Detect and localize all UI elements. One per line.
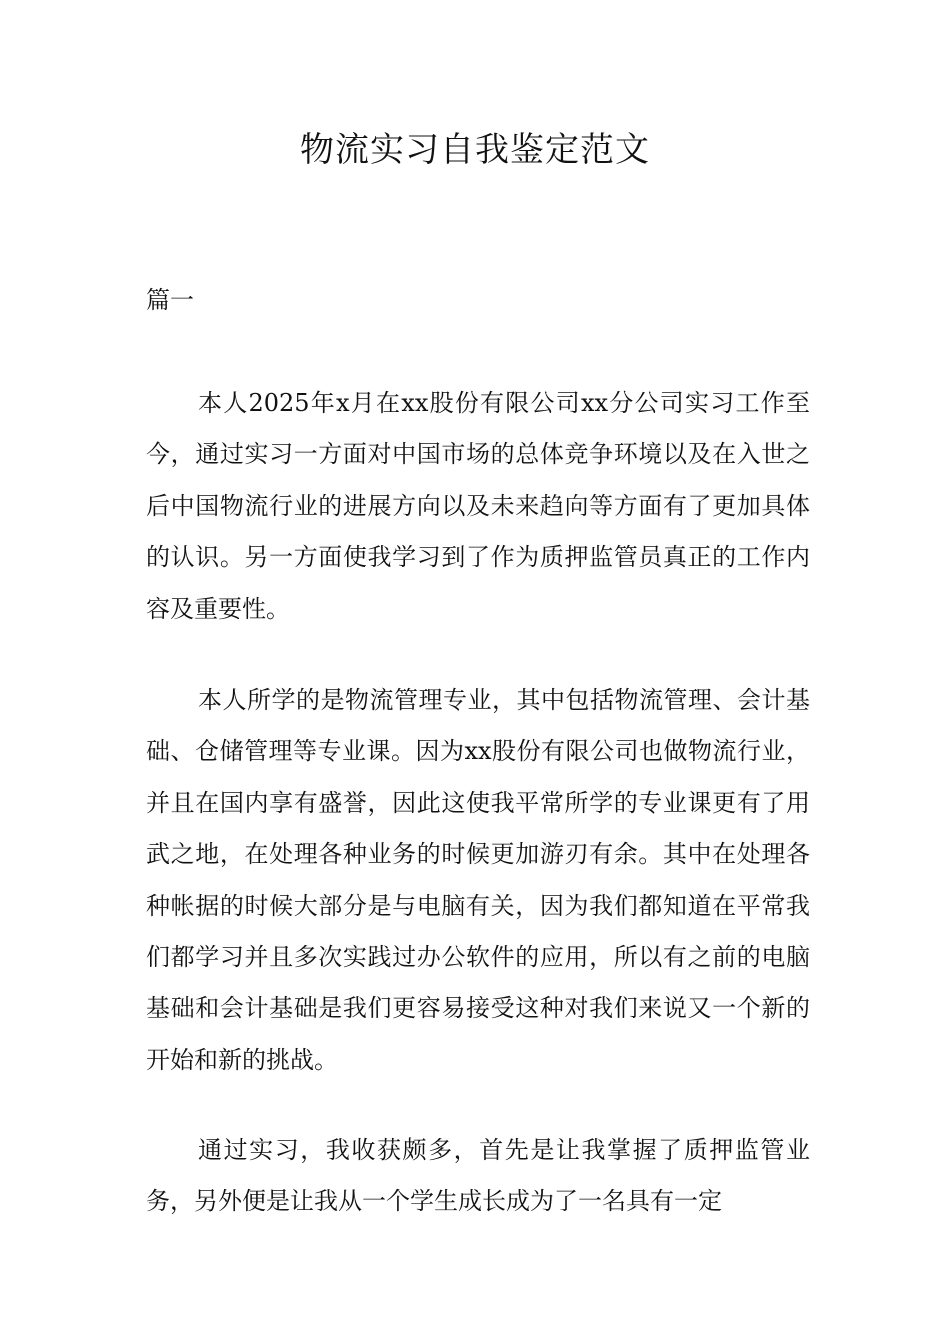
paragraph-1: 本人2025年x月在xx股份有限公司xx分公司实习工作至今，通过实习一方面对中国市场的总体竞争环境以及在入世之后中国物流行业的进展方向以及未来趋向等方面有了更加具体的认识。另一方面使我学习到了作为质押监管员真正的工作内容及重要性。 <box>146 389 810 623</box>
paragraph-3: 通过实习，我收获颇多，首先是让我掌握了质押监管业务，另外便是让我从一个学生成长成为了一名具有一定 <box>146 1136 810 1216</box>
paragraph-2: 本人所学的是物流管理专业，其中包括物流管理、会计基础、仓储管理等专业课。因为xx股份有限公司也做物流行业，并且在国内享有盛誉，因此这使我平常所学的专业课更有了用武之地，在处理各种业务的时候更加游刃有余。其中在处理各种帐据的时候大部分是与电脑有关，因为我们都知道在平常我们都学习并且多次实践过办公软件的应用，所以有之前的电脑基础和会计基础是我们更容易接受这种对我们来说又一个新的开始和新的挑战。 <box>146 686 810 1074</box>
document-title: 物流实习自我鉴定范文 <box>300 130 650 170</box>
section-heading: 篇一 <box>146 286 194 314</box>
